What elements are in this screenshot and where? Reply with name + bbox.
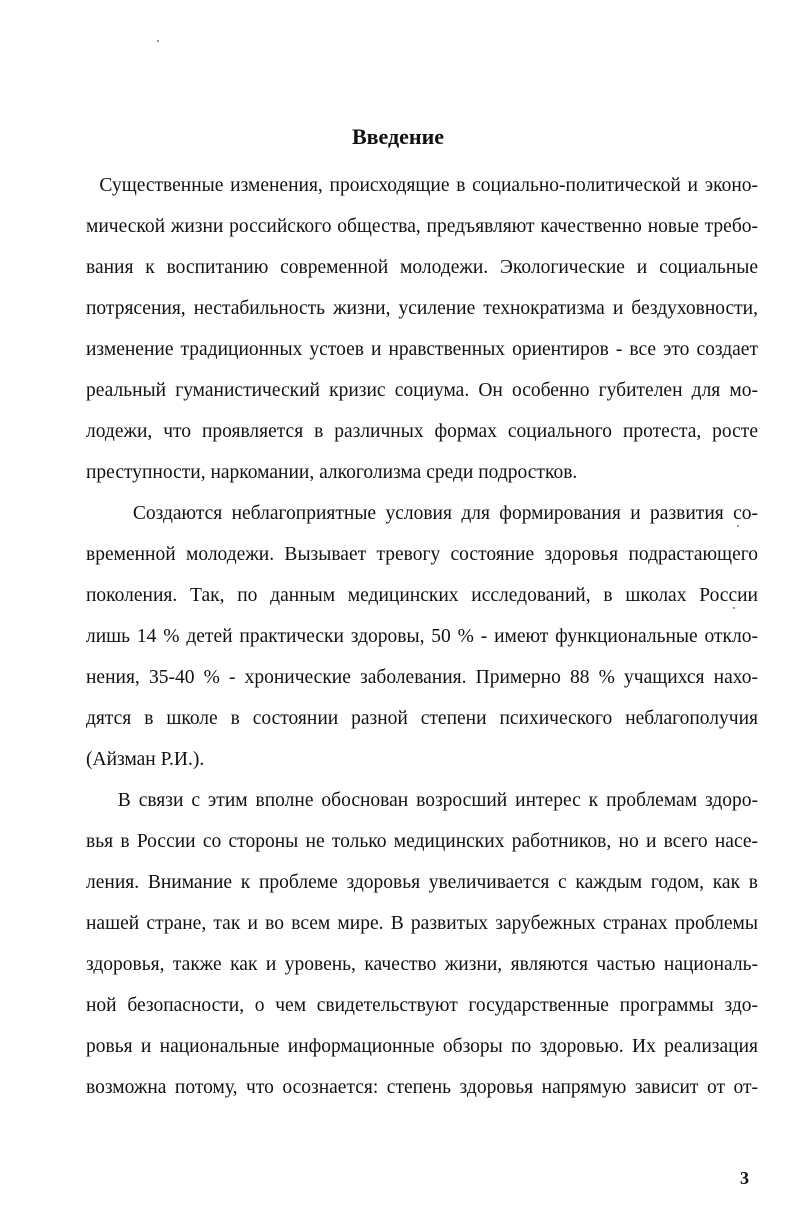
text-line: лишь 14 % детей практически здоровы, 50 % - имеют функциональные откло- (86, 626, 758, 647)
text-line: Создаются неблагоприятные условия для формирования и развития со- (86, 503, 758, 524)
page-number: 3 (740, 1168, 749, 1188)
text-line: поколения. Так, по данным медицинских исследований, в школах России (86, 585, 758, 606)
text-line: вания к воспитанию современной молодежи. Экологические и социальные (86, 257, 758, 278)
text-line: лодежи, что проявляется в различных формах социального протеста, росте (86, 421, 758, 442)
text-line: преступности, наркомании, алкоголизма среди подростков. (86, 462, 578, 483)
text-line: вья в России со стороны не только медицинских работников, но и всего насе- (86, 831, 758, 852)
text-line: реальный гуманистический кризис социума. Он особенно губителен для мо- (86, 380, 758, 401)
text-line: временной молодежи. Вызывает тревогу состояние здоровья подрастающего (86, 544, 758, 565)
text-line: потрясения, нестабильность жизни, усиление технократизма и бездуховности, (86, 298, 758, 319)
text-line: ления. Внимание к проблеме здоровья увеличивается с каждым годом, как в (86, 872, 758, 893)
page-title: Введение (351, 124, 445, 149)
text-line: мической жизни российского общества, предъявляют качественно новые требо- (86, 216, 758, 237)
text-line: изменение традиционных устоев и нравственных ориентиров - все это создает (86, 339, 758, 360)
text-line: (Айзман Р.И.). (86, 749, 205, 770)
text-line: ной безопасности, о чем свидетельствуют государственные программы здо- (86, 995, 758, 1016)
text-line: В связи с этим вполне обоснован возросший интерес к проблемам здоро- (86, 790, 758, 811)
text-line: дятся в школе в состоянии разной степени психического неблагополучия (86, 708, 758, 729)
text-line: нашей стране, так и во всем мире. В развитых зарубежных странах проблемы (86, 913, 758, 934)
scan-speck (157, 40, 159, 42)
text-line: Существенные изменения, происходящие в социально-политической и эконо- (86, 175, 758, 196)
text-line: ровья и национальные информационные обзоры по здоровью. Их реализация (86, 1036, 758, 1057)
text-line: нения, 35-40 % - хронические заболевания. Примерно 88 % учащихся нахо- (86, 667, 758, 688)
text-line: здоровья, также как и уровень, качество жизни, являются частью националь- (86, 954, 758, 975)
text-line: возможна потому, что осознается: степень здоровья напрямую зависит от от- (86, 1077, 758, 1098)
